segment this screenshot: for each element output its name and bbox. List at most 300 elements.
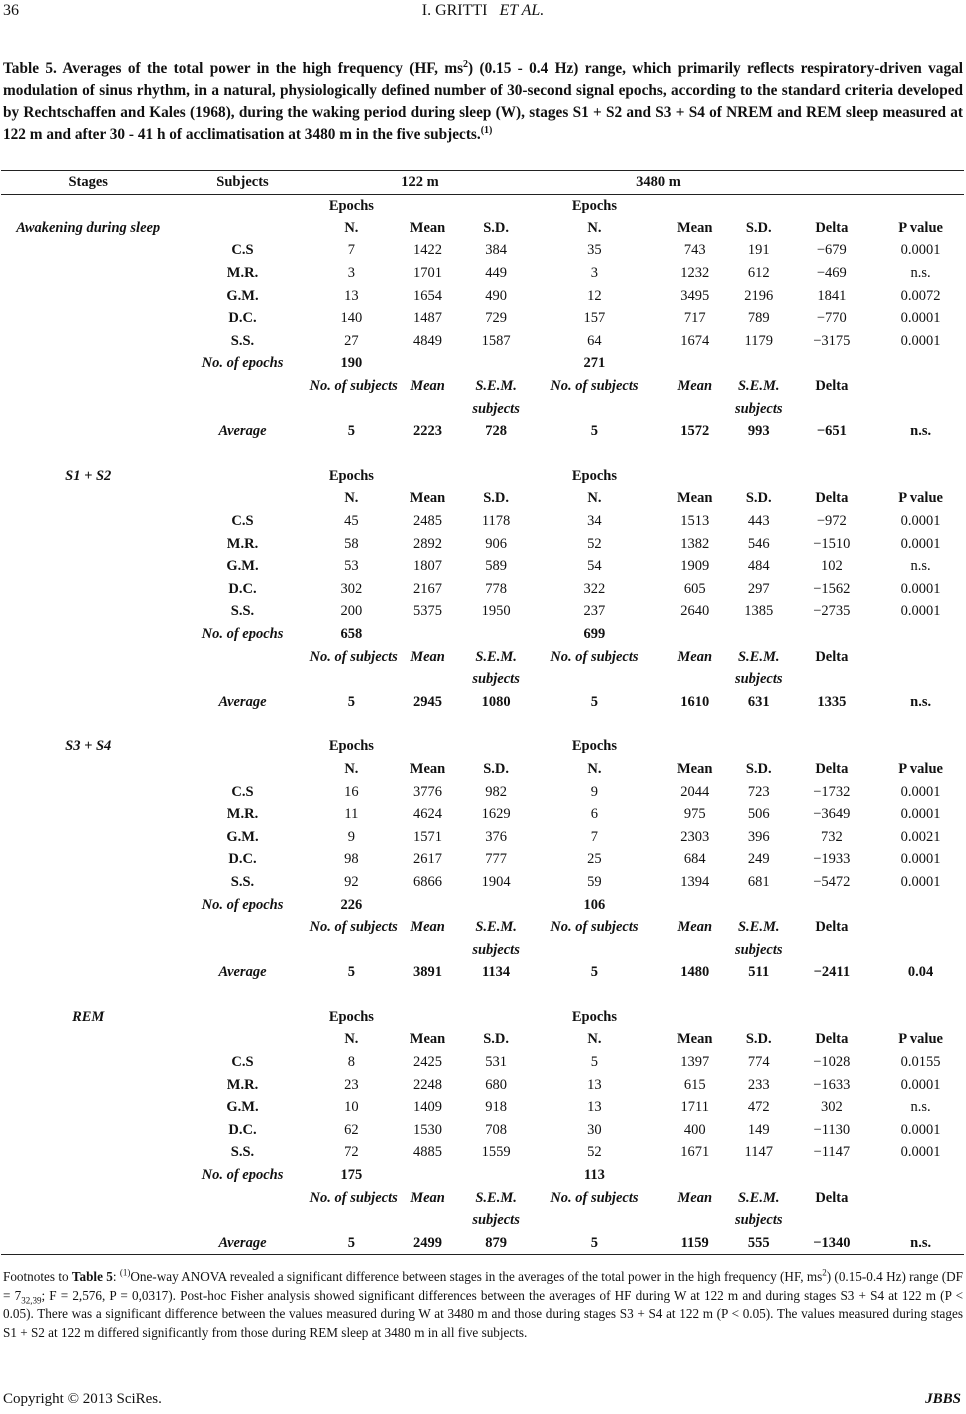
value-m1: 2485 (413, 513, 443, 530)
average-p: n.s. (910, 423, 932, 440)
value-p: 0.0001 (900, 535, 941, 552)
value-m1: 2892 (413, 535, 443, 552)
empty-cell (731, 195, 786, 218)
empty-cell (877, 736, 964, 759)
empty-cell (462, 443, 531, 465)
sem-subjects-label: subjects (734, 400, 783, 417)
value-n1: 92 (344, 873, 359, 890)
value-p: 0.0001 (900, 513, 941, 530)
value-sd1: 680 (485, 1076, 507, 1093)
value-sd1: 1950 (481, 603, 511, 620)
copyright: Copyright © 2013 SciRes. (3, 1391, 162, 1407)
table-row (1, 1142, 964, 1165)
value-m2: 1232 (680, 265, 710, 282)
col-sd: S.D. (745, 1031, 772, 1048)
average-n1: 5 (347, 964, 356, 981)
value-n2: 13 (587, 1099, 602, 1116)
empty-cell (175, 668, 309, 691)
empty-cell (786, 623, 877, 646)
empty-cell (786, 195, 877, 218)
section-gap (1, 714, 964, 736)
empty-cell (1, 826, 175, 849)
value-m2: 1909 (680, 558, 710, 575)
value-sd2: 774 (747, 1054, 770, 1071)
col-mean: Mean (409, 219, 446, 236)
table-row (1, 849, 964, 872)
value-p: n.s. (910, 558, 931, 575)
empty-cell (310, 714, 394, 736)
value-delta: −2735 (813, 603, 851, 620)
value-p: 0.0001 (900, 332, 941, 349)
value-m1: 1530 (413, 1121, 443, 1138)
sem-subjects-label: subjects (734, 941, 783, 958)
col-p-value: P value (898, 1031, 943, 1048)
empty-cell (393, 984, 462, 1006)
empty-cell (786, 443, 877, 465)
col-n: N. (344, 219, 359, 236)
value-n2: 35 (587, 242, 602, 259)
col-mean: Mean (677, 219, 713, 236)
empty-cell (877, 939, 964, 962)
value-sd1: 906 (485, 535, 507, 552)
value-m2: 1397 (680, 1054, 710, 1071)
col-p-value: P value (898, 219, 943, 236)
empty-cell (877, 1209, 964, 1232)
col-n: N. (587, 490, 602, 507)
sem-label: S.E.M. (475, 1189, 517, 1206)
value-n2: 157 (583, 310, 606, 327)
summary-header-row (1, 916, 964, 939)
empty-cell (1, 578, 175, 601)
delta-label: Delta (815, 648, 849, 665)
value-m1: 1654 (413, 287, 443, 304)
subject-name: C.S (231, 783, 254, 800)
value-delta: −679 (816, 242, 847, 259)
value-delta: −3175 (813, 332, 851, 349)
empty-cell (1, 262, 175, 285)
empty-cell (1, 1187, 175, 1210)
col-delta: Delta (815, 490, 849, 507)
col-mean: Mean (409, 760, 446, 777)
value-sd1: 982 (485, 783, 507, 800)
value-n1: 72 (344, 1144, 359, 1161)
delta-label: Delta (815, 919, 849, 936)
empty-cell (1, 488, 175, 511)
value-m2: 1674 (680, 332, 710, 349)
col-mean: Mean (677, 490, 713, 507)
subject-name: M.R. (226, 265, 259, 282)
empty-cell (530, 1209, 658, 1232)
empty-cell (1, 916, 175, 939)
value-sd2: 681 (747, 873, 770, 890)
sem-label: S.E.M. (475, 378, 517, 395)
value-n2: 13 (587, 1076, 602, 1093)
empty-cell (310, 668, 394, 691)
empty-cell (786, 465, 877, 488)
empty-cell (658, 939, 731, 962)
no-of-epochs-label: No. of epochs (201, 1167, 284, 1184)
header-122m: 122 m (310, 171, 531, 195)
value-p: 0.0001 (900, 310, 941, 327)
empty-cell (310, 939, 394, 962)
epochs-total-3480m: 271 (583, 355, 606, 372)
value-n1: 3 (347, 265, 356, 282)
empty-cell (530, 443, 658, 465)
column-header-row (1, 488, 964, 511)
value-m1: 2167 (413, 580, 443, 597)
epochs-total-3480m: 106 (583, 896, 606, 913)
value-m1: 5375 (413, 603, 443, 620)
journal-name: JBBS (925, 1391, 961, 1407)
empty-cell (175, 195, 309, 218)
sem-label: S.E.M. (475, 919, 517, 936)
empty-cell (731, 714, 786, 736)
value-sd2: 789 (747, 310, 770, 327)
table-row (1, 555, 964, 578)
value-n1: 58 (344, 535, 359, 552)
value-delta: 102 (820, 558, 843, 575)
value-n2: 34 (587, 513, 602, 530)
value-p: 0.0001 (900, 873, 941, 890)
col-delta: Delta (815, 219, 849, 236)
value-delta: −1633 (813, 1076, 851, 1093)
value-n2: 237 (583, 603, 606, 620)
table-row (1, 826, 964, 849)
empty-cell (1, 375, 175, 398)
subject-name: M.R. (226, 535, 259, 552)
value-n1: 62 (344, 1121, 359, 1138)
header-subjects: Subjects (175, 171, 309, 195)
value-m1: 2248 (413, 1076, 443, 1093)
empty-cell (310, 984, 394, 1006)
empty-cell (175, 758, 309, 781)
empty-cell (1, 849, 175, 872)
average-delta: 1335 (817, 693, 847, 710)
table-row (1, 578, 964, 601)
value-sd2: 2196 (744, 287, 774, 304)
epochs-label: Epochs (571, 738, 617, 755)
empty-cell (393, 894, 462, 917)
value-delta: −1933 (813, 851, 851, 868)
delta-label: Delta (815, 1189, 849, 1206)
empty-cell (786, 894, 877, 917)
empty-cell (658, 668, 731, 691)
col-sd: S.D. (483, 1031, 509, 1048)
delta-label: Delta (815, 378, 849, 395)
empty-cell (175, 714, 309, 736)
value-sd1: 589 (485, 558, 507, 575)
empty-cell (393, 1006, 462, 1029)
value-sd2: 546 (747, 535, 770, 552)
empty-cell (175, 465, 309, 488)
empty-cell (530, 984, 658, 1006)
value-n1: 7 (347, 242, 356, 259)
column-header-row (1, 1029, 964, 1052)
col-sd: S.D. (745, 490, 772, 507)
mean-label: Mean (677, 648, 713, 665)
empty-cell (1, 1029, 175, 1052)
average-p: n.s. (910, 693, 932, 710)
empty-cell (877, 668, 964, 691)
empty-cell (1, 285, 175, 308)
value-sd2: 723 (747, 783, 770, 800)
value-n1: 16 (344, 783, 359, 800)
section-gap (1, 443, 964, 465)
average-sem1: 879 (462, 1232, 531, 1255)
empty-cell (877, 375, 964, 398)
epochs-total-row (1, 353, 964, 376)
average-n2: 5 (590, 423, 599, 440)
value-sd2: 1147 (744, 1144, 773, 1161)
value-p: 0.0001 (900, 1121, 941, 1138)
value-m1: 2425 (413, 1054, 443, 1071)
epochs-total-row (1, 894, 964, 917)
value-m1: 1422 (413, 242, 443, 259)
empty-cell (393, 398, 462, 421)
empty-cell (877, 984, 964, 1006)
empty-cell (1, 1209, 175, 1232)
empty-cell (877, 623, 964, 646)
value-p: 0.0072 (900, 287, 941, 304)
table-row (1, 307, 964, 330)
value-sd1: 376 (485, 828, 507, 845)
value-n1: 45 (344, 513, 359, 530)
value-delta: −1732 (813, 783, 851, 800)
empty-cell (877, 195, 964, 218)
empty-cell (658, 443, 731, 465)
empty-cell (786, 1006, 877, 1029)
value-n2: 30 (587, 1121, 602, 1138)
running-author: I. GRITTI ET AL. (421, 2, 545, 19)
table-row (1, 1096, 964, 1119)
value-n2: 6 (590, 806, 599, 823)
section-name: Awakening during sleep (16, 219, 161, 236)
table-row (1, 1074, 964, 1097)
summary-subheader-row (1, 668, 964, 691)
average-row (1, 962, 964, 985)
value-m2: 1711 (680, 1099, 709, 1116)
column-header-row (1, 758, 964, 781)
value-p: 0.0001 (900, 806, 941, 823)
empty-cell (731, 443, 786, 465)
no-of-subjects-label: No. of subjects (550, 919, 639, 936)
no-of-epochs-label: No. of epochs (201, 355, 284, 372)
table-caption: Table 5. Averages of the total power in the high frequency (HF, $ms^2$) (0.15 - 0.4 Hz) range, which primarily reflects respiratory-driven vagal modulation of sinus rhythm, in a natural, physiologically defined number of 30-second signal epochs, according to the standard criteria developed by Rechtschaffen and Kales (1968), during the waking period during sleep (W), stages S1 + S2 and S3 + S4 of NREM and REM sleep measured at 122 m and after 30 - 41 h of acclimatisation at 3480 m in the five subjects.$^{(1)}$ (3, 58, 963, 143)
no-of-subjects-label: No. of subjects (309, 1189, 398, 1206)
empty-cell (1, 962, 175, 985)
value-m2: 605 (683, 580, 706, 597)
value-sd2: 249 (747, 851, 770, 868)
empty-cell (310, 398, 394, 421)
empty-cell (393, 714, 462, 736)
average-n1: 5 (347, 693, 356, 710)
value-m1: 1487 (413, 310, 443, 327)
average-n2: 5 (530, 1232, 658, 1255)
empty-cell (393, 1209, 462, 1232)
subject-name: G.M. (226, 287, 259, 304)
value-sd1: 1178 (481, 513, 511, 530)
empty-cell (393, 736, 462, 759)
value-n1: 140 (340, 310, 363, 327)
epochs-total-122m: 190 (340, 355, 363, 372)
value-m1: 1701 (413, 265, 443, 282)
empty-cell (393, 939, 462, 962)
col-sd: S.D. (745, 760, 772, 777)
empty-cell (462, 736, 531, 759)
empty-cell (1, 623, 175, 646)
empty-cell (1, 894, 175, 917)
empty-cell (393, 623, 462, 646)
value-n1: 8 (347, 1054, 356, 1071)
mean-label: Mean (410, 919, 445, 936)
value-p: n.s. (910, 1099, 931, 1116)
value-n2: 64 (587, 332, 602, 349)
average-delta: −651 (816, 423, 847, 440)
empty-cell (1, 1051, 175, 1074)
no-of-epochs-label: No. of epochs (201, 896, 284, 913)
empty-cell (310, 1209, 394, 1232)
table-row (1, 781, 964, 804)
value-n2: 52 (587, 535, 602, 552)
value-n2: 25 (587, 851, 602, 868)
empty-cell (1, 240, 175, 263)
mean-label: Mean (410, 378, 445, 395)
value-p: n.s. (910, 265, 931, 282)
empty-cell (1, 1074, 175, 1097)
empty-cell (393, 668, 462, 691)
empty-cell (1, 668, 175, 691)
value-n2: 9 (590, 783, 599, 800)
sem-subjects-label: subjects (472, 400, 520, 417)
empty-cell (462, 1164, 531, 1187)
average-delta: −1340 (786, 1232, 877, 1255)
epochs-total-122m: 658 (340, 625, 363, 642)
empty-cell (1, 1142, 175, 1165)
value-sd2: 233 (747, 1076, 770, 1093)
section-title-row (1, 736, 964, 759)
empty-cell (1, 398, 175, 421)
empty-cell (786, 736, 877, 759)
mean-label: Mean (410, 648, 445, 665)
value-m2: 975 (683, 806, 706, 823)
value-m2: 1513 (680, 513, 710, 530)
empty-cell (1, 1096, 175, 1119)
average-row (1, 420, 964, 443)
value-sd2: 191 (747, 242, 770, 259)
page-number: 36 (3, 2, 19, 19)
empty-cell (1, 510, 175, 533)
sem-subjects-label: subjects (734, 671, 783, 688)
subject-name: G.M. (226, 828, 259, 845)
section-title-row (1, 465, 964, 488)
value-sd2: 297 (747, 580, 770, 597)
value-n1: 11 (344, 806, 359, 823)
subject-name: S.S. (230, 1144, 255, 1161)
empty-cell (658, 894, 731, 917)
table-row (1, 601, 964, 624)
empty-cell (786, 1209, 877, 1232)
col-mean: Mean (409, 1031, 446, 1048)
value-sd1: 1629 (481, 806, 511, 823)
empty-cell (658, 623, 731, 646)
epochs-label: Epochs (328, 1008, 374, 1025)
average-row (1, 691, 964, 714)
empty-cell (462, 894, 531, 917)
average-label: Average (218, 423, 267, 440)
value-delta: −1562 (813, 580, 851, 597)
empty-cell (393, 353, 462, 376)
average-m2: 1159 (658, 1232, 731, 1255)
sem-subjects-label: subjects (472, 1212, 520, 1229)
empty-cell (1, 939, 175, 962)
table-header-row (1, 171, 964, 195)
summary-subheader-row (1, 939, 964, 962)
sem-label: S.E.M. (737, 648, 780, 665)
average-sem2: 631 (747, 693, 770, 710)
value-sd2: 484 (747, 558, 770, 575)
average-m1: 2945 (413, 693, 443, 710)
value-n2: 12 (587, 287, 602, 304)
summary-header-row (1, 375, 964, 398)
empty-cell (731, 736, 786, 759)
value-m1: 4849 (413, 332, 443, 349)
footnote: Footnotes to Table 5: $^{(1)}$One-way ANOVA revealed a significant difference between stages in the averages of the total power in the high frequency (HF, $ms^2$) (0.15-0.4 Hz) range ($DF = 7_{32,39}$; F = 2,576, P = 0,0317). Post-hoc Fisher analysis showed significant differences between the averages of HF during W at 122 m and during stages S3 + S4 at 122 m (P < 0.05). There was a significant difference between the values measured during W at 3480 m and those during stages S3 + S4 at 122 m (P < 0.05). The values measured during stages S1 + S2 at 122 m differed significantly from those during REM sleep at 3480 m in all five subjects. (3, 1267, 964, 1340)
empty-cell (786, 353, 877, 376)
sem-subjects-label: subjects (734, 1212, 783, 1229)
average-delta: −2411 (813, 964, 851, 981)
no-of-subjects-label: No. of subjects (550, 378, 639, 395)
average-p: 0.04 (907, 964, 934, 981)
col-sd: S.D. (483, 219, 509, 236)
average-n1: 5 (347, 423, 356, 440)
value-delta: −1510 (813, 535, 851, 552)
empty-cell (175, 217, 309, 240)
value-p: 0.0001 (900, 580, 941, 597)
column-header-row (1, 217, 964, 240)
data-table (1, 170, 964, 1255)
no-of-subjects-label: No. of subjects (309, 378, 398, 395)
empty-cell (393, 195, 462, 218)
sem-label: S.E.M. (737, 919, 780, 936)
empty-cell (462, 195, 531, 218)
empty-cell (175, 1029, 309, 1052)
epochs-total-3480m: 699 (583, 625, 606, 642)
epochs-total-row (1, 623, 964, 646)
value-p: 0.0155 (900, 1054, 941, 1071)
value-n1: 53 (344, 558, 359, 575)
col-sd: S.D. (483, 760, 509, 777)
subject-name: C.S (231, 242, 254, 259)
empty-cell (530, 714, 658, 736)
value-m2: 2044 (680, 783, 710, 800)
subject-name: M.R. (226, 806, 259, 823)
empty-cell (462, 623, 531, 646)
value-m2: 3495 (680, 287, 710, 304)
value-n2: 322 (583, 580, 606, 597)
value-m2: 1671 (680, 1144, 710, 1161)
empty-cell (658, 984, 731, 1006)
sem-label: S.E.M. (737, 1189, 780, 1206)
table-row (1, 285, 964, 308)
table-row (1, 240, 964, 263)
empty-cell (658, 398, 731, 421)
value-delta: 1841 (817, 287, 847, 304)
empty-cell (1, 307, 175, 330)
empty-cell (877, 443, 964, 465)
col-p-value: P value (898, 760, 943, 777)
col-mean: Mean (409, 490, 446, 507)
value-n1: 302 (340, 580, 363, 597)
